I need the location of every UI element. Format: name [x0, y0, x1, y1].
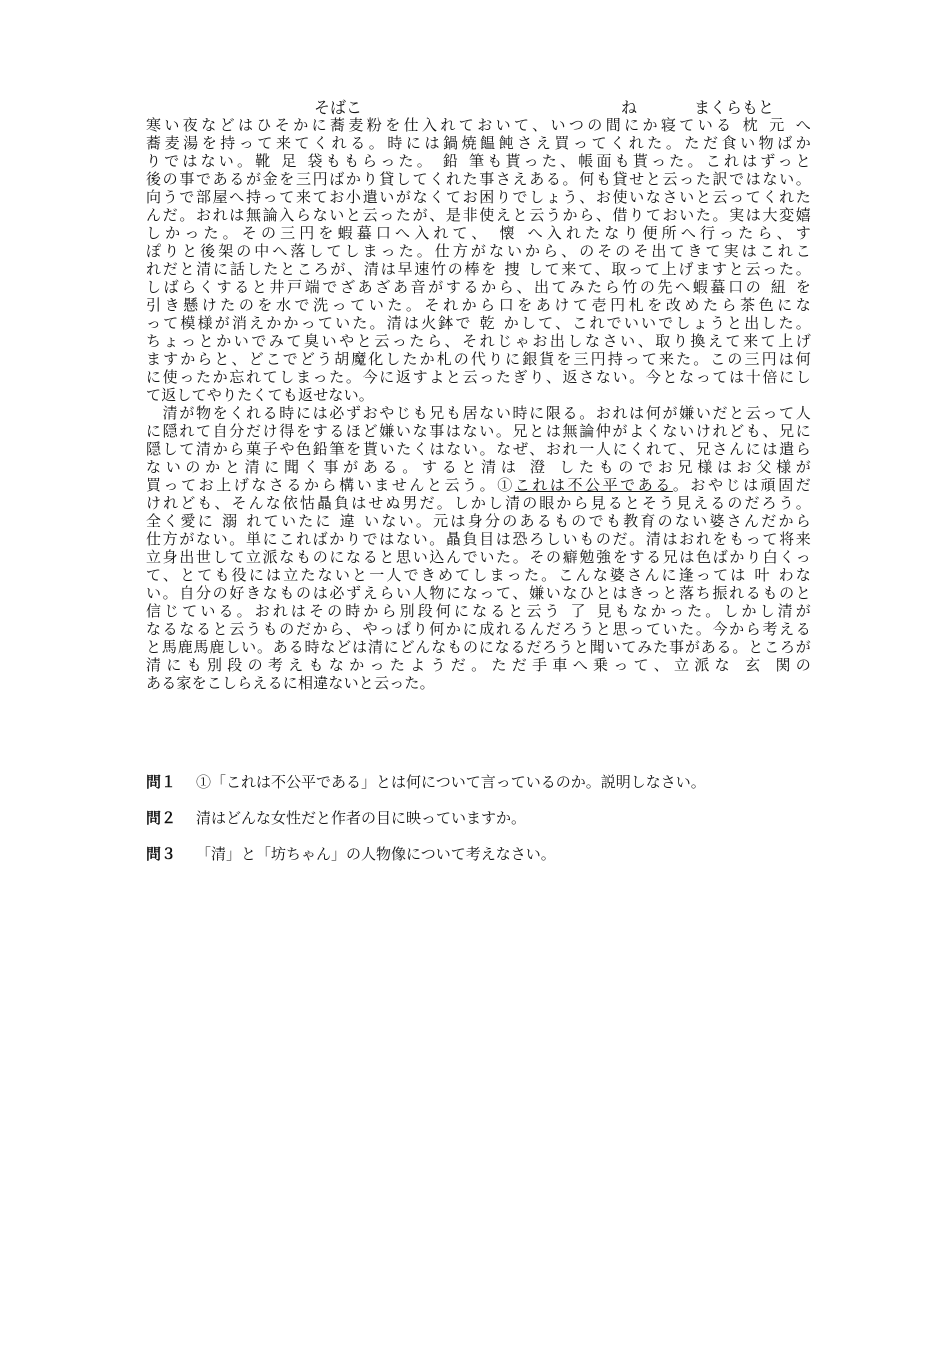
text-line: ますからと、どこでどう胡魔化したか札の代りに銀貨を三円持って来た。この三円は何 — [146, 350, 811, 368]
text-line: しかった。その三円を蝦蟇口へ入れて、 懐 へ入れたなり便所へ行ったら、す — [146, 224, 811, 242]
text-line: れだと清に話したところが、清は早速竹の棒を 捜 して来て、取って上げますと云った。 — [146, 260, 811, 278]
text-line: けれども、そんな依怙贔負はせぬ男だ。しかし清の眼から見るとそう見えるのだろう。 — [146, 494, 811, 512]
story-passage — [146, 116, 811, 692]
text-line: 全く愛に 溺 れていたに 違 いない。元は身分のあるものでも教育のない婆さんだから — [146, 512, 811, 530]
text-line: 信じている。おれはその時から別段何になると云う 了 見もなかった。しかし清が — [146, 602, 811, 620]
text-line: 立身出世して立派なものになると思い込んでいた。その癖勉強をする兄は色ばかり白くっ — [146, 548, 811, 566]
text-line: ちょっとかいでみて臭いやと云ったら、それじゃお出しなさい、取り換えて来て上げ — [146, 332, 811, 350]
text-line: しばらくすると井戸端でざあざあ音がするから、出てみたら竹の先へ蝦蟇口の 紐 を — [146, 278, 811, 296]
furigana-ne: ね — [621, 98, 638, 117]
text-line: て、とても役には立たないと一人できめてしまった。こんな婆さんに逢っては 叶 わな — [146, 566, 811, 584]
paragraph-2 — [146, 404, 811, 692]
text-line-underlined: 買ってお上げなさるから構いませんと云う。①これは不公平である。おやじは頑固だ — [146, 476, 811, 494]
text-line: って模様が消えかかっていた。清は火鉢で 乾 かして、これでいいでしょうと出した。 — [146, 314, 811, 332]
paragraph-1 — [146, 116, 811, 404]
furigana-makuramoto: まくらもと — [694, 98, 775, 117]
text-line: に使ったか忘れてしまった。今に返すよと云ったぎり、返さない。今となっては十倍にし — [146, 368, 811, 386]
text-line: りではない。靴 足 袋ももらった。 鉛 筆も貰った、帳面も貰った。これはずっと — [146, 152, 811, 170]
text-line: 清が物をくれる時には必ずおやじも兄も居ない時に限る。おれは何が嫌いだと云って人 — [146, 404, 811, 422]
text-line: 仕方がない。単にこればかりではない。贔負目は恐ろしいものだ。清はおれをもって将来 — [146, 530, 811, 548]
question-list — [146, 770, 811, 878]
question-1 — [146, 770, 811, 794]
text-line: 向うで部屋へ持って来てお小遣いがなくてお困りでしょう、お使いなさいと云ってくれた — [146, 188, 811, 206]
question-2 — [146, 806, 811, 830]
question-number: 問２ — [146, 809, 177, 827]
text-line: に隠れて自分だけ得をするほど嫌いな事はない。兄とは無論仲がよくないけれども、兄に — [146, 422, 811, 440]
question-number: 問３ — [146, 845, 177, 863]
question-number: 問１ — [146, 773, 177, 791]
text-line: 後の事であるが金を三円ばかり貸してくれた事さえある。何も貸せと云った訳ではない。 — [146, 170, 811, 188]
text-line: ないのかと清に聞く事がある。すると清は 澄 したものでお兄様はお父様が — [146, 458, 811, 476]
text-line: 蕎麦湯を持って来てくれる。時には鍋焼饂飩さえ買ってくれた。ただ食い物ばか — [146, 134, 811, 152]
text-line: 寒い夜などはひそかに蕎麦粉を仕入れておいて、いつの間にか寝ている 枕 元 へ — [146, 116, 811, 134]
text-line: 引き懸けたのを水で洗っていた。それから口をあけて壱円札を改めたら茶色にな — [146, 296, 811, 314]
text-line: と馬鹿馬鹿しい。ある時などは清にどんなものになるだろうと聞いてみた事がある。ところが — [146, 638, 811, 656]
text-line: 清にも別段の考えもなかったようだ。ただ手車へ乗って、立派な 玄 関の — [146, 656, 811, 674]
text-line: い。自分の好きなものは必ずえらい人物になって、嫌いなひとはきっと落ち振れるものと — [146, 584, 811, 602]
furigana-row — [146, 95, 811, 115]
text-line: ぽりと後架の中へ落してしまった。仕方がないから、のそのそ出てきて実はこれこ — [146, 242, 811, 260]
question-text: ①「これは不公平である」とは何について言っているのか。説明しなさい。 — [196, 773, 706, 791]
text-line: て返してやりたくても返せない。 — [146, 386, 375, 404]
furigana-sobako: そばこ — [314, 98, 363, 117]
text-line: 隠して清から菓子や色鉛筆を貰いたくはない。なぜ、おれ一人にくれて、兄さんには遣ら — [146, 440, 811, 458]
text-line: ある家をこしらえるに相違ないと云った。 — [146, 674, 435, 692]
question-text: 清はどんな女性だと作者の目に映っていますか。 — [196, 809, 527, 827]
text-line: なるなると云うものだから、やっぱり何かに成れるんだろうと思っていた。今から考える — [146, 620, 811, 638]
text-line: んだ。おれは無論入らないと云ったが、是非使えと云うから、借りておいた。実は大変嬉 — [146, 206, 811, 224]
underlined-phrase: これは不公平である — [514, 476, 673, 494]
question-text: 「清」と「坊ちゃん」の人物像について考えなさい。 — [196, 845, 556, 863]
question-3 — [146, 842, 811, 866]
